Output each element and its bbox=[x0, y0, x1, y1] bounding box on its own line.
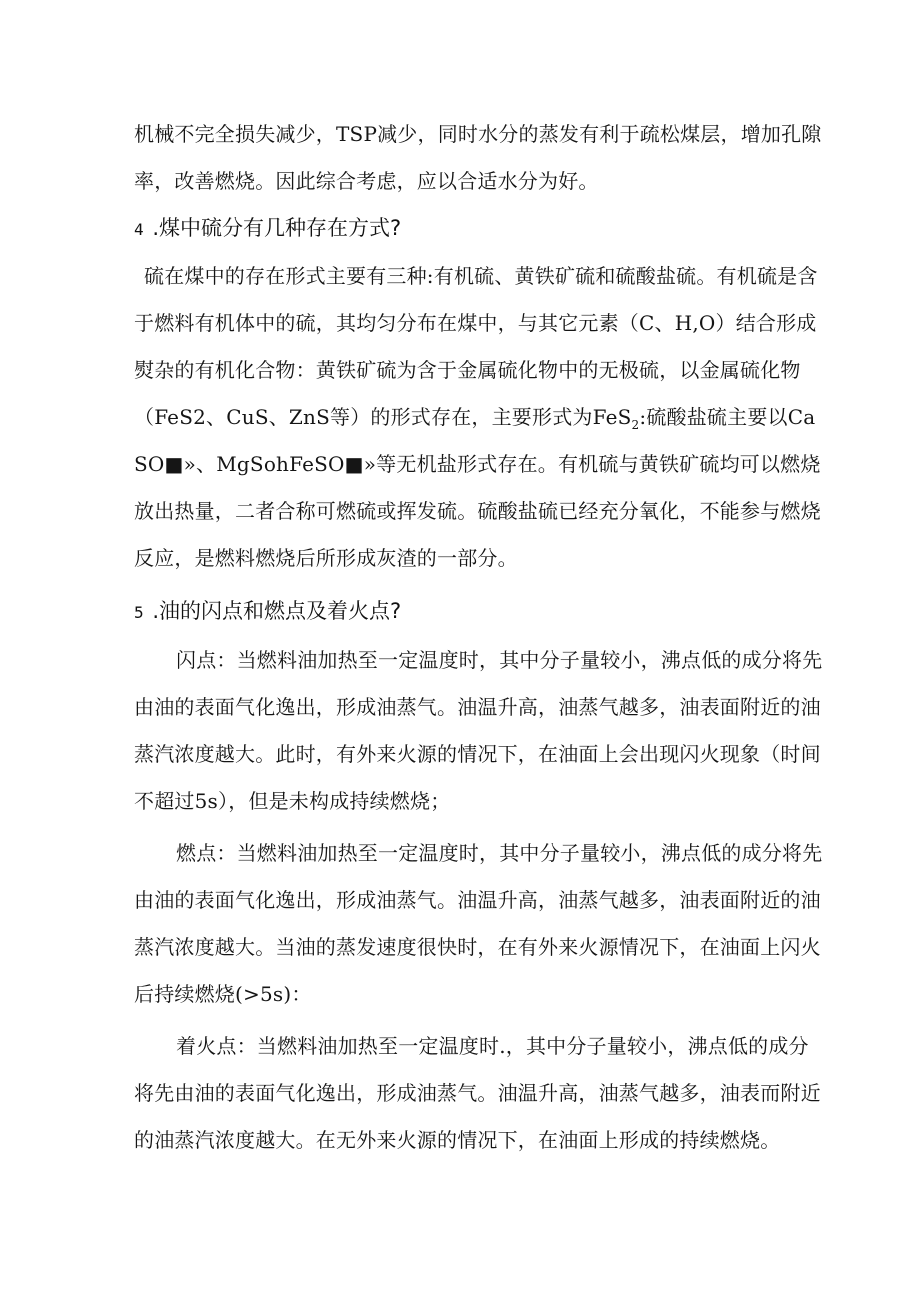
paragraph-fire-point: 燃点：当燃料油加热至一定温度时，其中分子量较小，沸点低的成分将先由油的表面气化逸出，形成油蒸气。油温升高，油蒸气越多，油表面附近的油蒸汽浓度越大。当油的蒸发速度很快时，在有外来火源情况下，在油面上闪火后持续燃烧(>5s)： bbox=[134, 841, 823, 1006]
heading-number: 4 bbox=[134, 220, 144, 239]
heading-number: 5 bbox=[134, 603, 144, 622]
paragraph-sulfur-forms-main: 硫在煤中的存在形式主要有三种:有机硫、黄铁矿硫和硫酸盐硫。有机硫是含于燃料有机体中的硫，其均匀分布在煤中，与其它元素（C、H,O）结合形成熨杂的有机化合物：黄铁矿硫为含于金属硫化物中的无极硫，以金属硫化物（FeS2、CuS、ZnS等）的形式存在，主要形式为FeS bbox=[134, 264, 818, 429]
heading-text: .油的闪点和燃点及着火点? bbox=[152, 599, 402, 623]
subscript-two: 2 bbox=[631, 418, 640, 432]
paragraph-moisture-conclusion: 机械不完全损失减少，TSP减少，同时水分的蒸发有利于疏松煤层，增加孔隙率，改善燃烧。因此综合考虑，应以合适水分为好。 bbox=[134, 122, 822, 193]
paragraph-sulfur-forms bbox=[134, 253, 824, 582]
heading-text: .煤中硫分有几种存在方式? bbox=[152, 216, 402, 240]
paragraph-ignition-point: 着火点：当燃料油加热至一定温度时.，其中分子量较小，沸点低的成分将先由油的表面气化逸出，形成油蒸气。油温升高，油蒸气越多，油表而附近的油蒸汽浓度越大。在无外来火源的情况下，在油面上形成的持续燃烧。 bbox=[134, 1034, 821, 1152]
paragraph-sulfur-forms-tail: :硫酸盐硫主要以CaSO■»、MgSohFeSO■»等无机盐形式存在。有机硫与黄铁矿硫均可以燃烧放出热量，二者合称可燃硫或挥发硫。硫酸盐硫已经充分氧化，不能参与燃烧反应，是燃料燃烧后所形成灰渣的一部分。 bbox=[134, 405, 821, 570]
heading-sulfur-forms bbox=[134, 213, 401, 245]
paragraph-flash-point: 闪点：当燃料油加热至一定温度时，其中分子量较小，沸点低的成分将先由油的表面气化逸出，形成油蒸气。油温升高，油蒸气越多，油表面附近的油蒸汽浓度越大。此时，有外来火源的情况下，在油面上会出现闪火现象（时间不超过5s），但是未构成持续燃烧； bbox=[134, 648, 823, 813]
heading-flash-fire-ignition bbox=[134, 596, 401, 628]
